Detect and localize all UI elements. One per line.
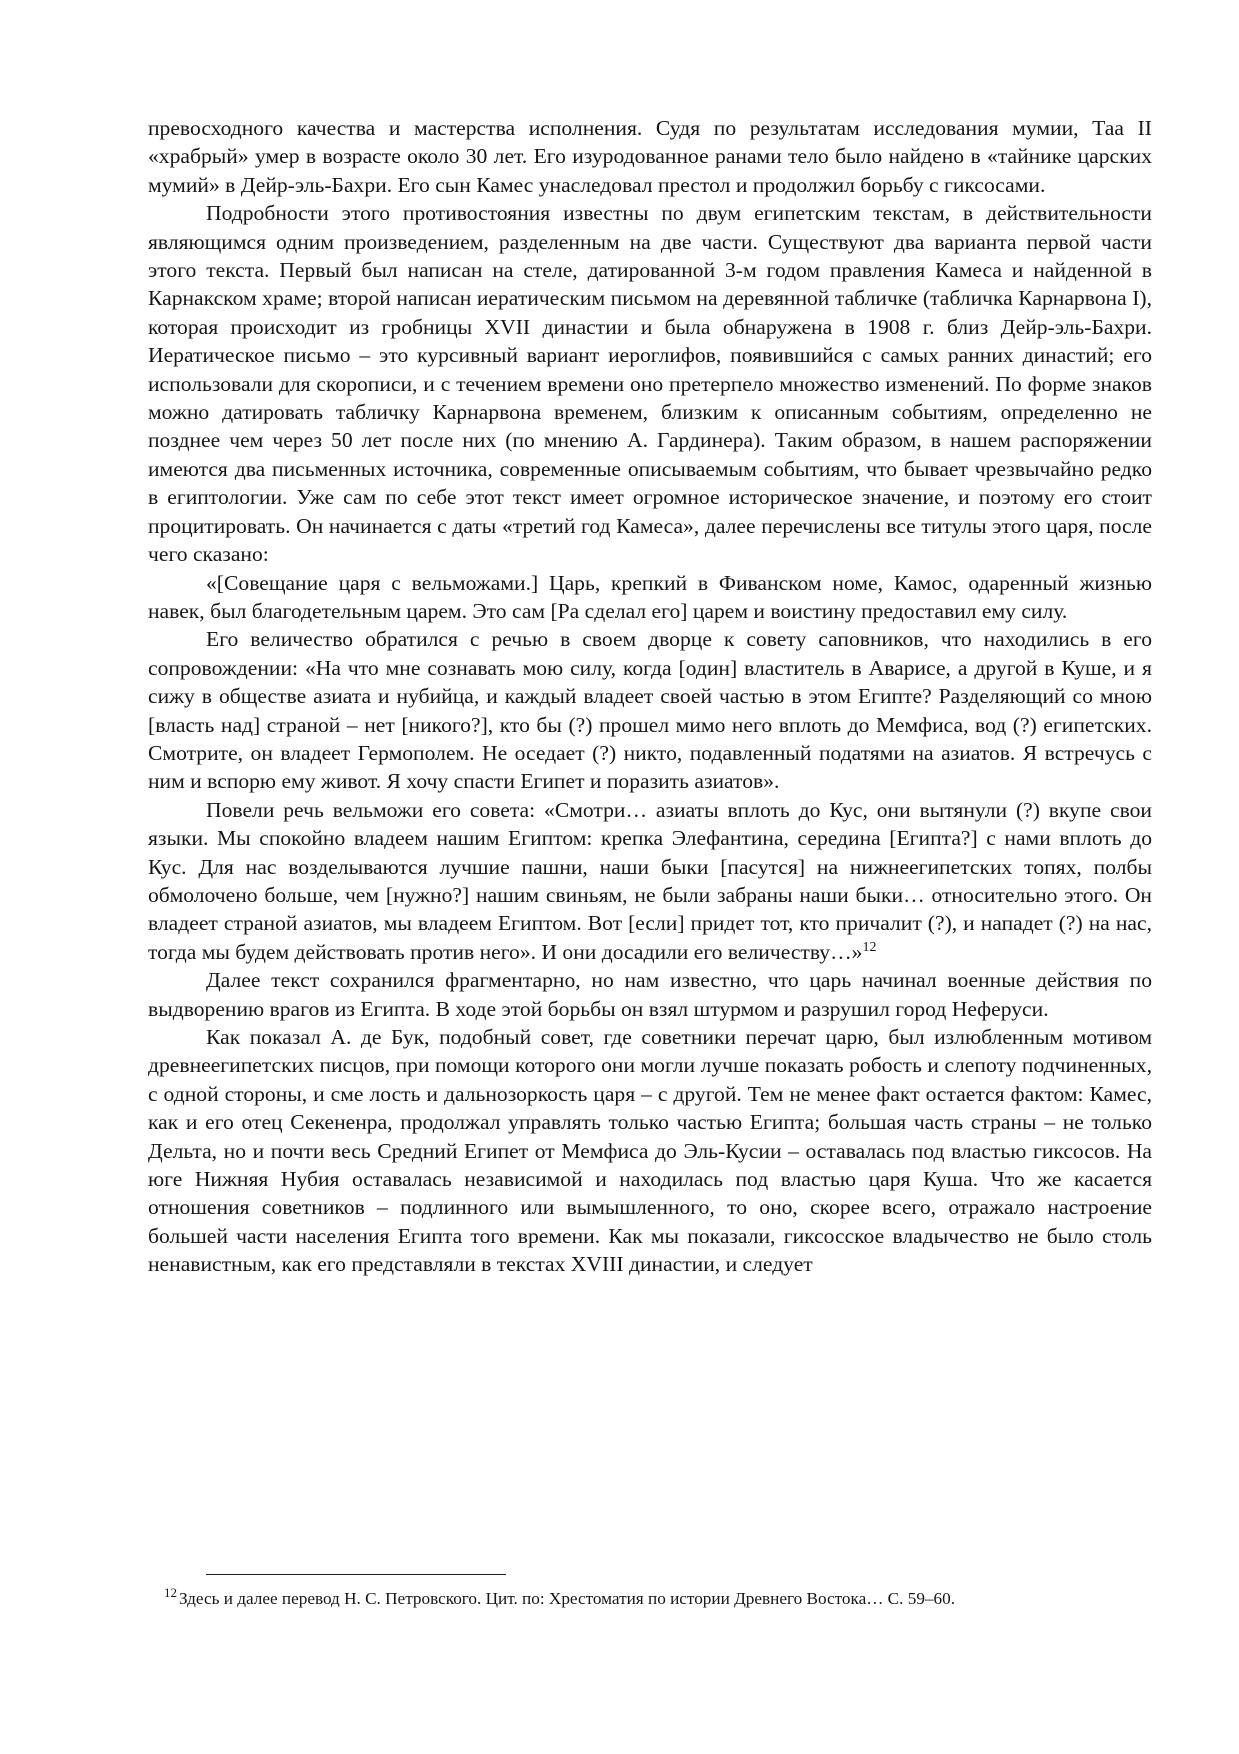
paragraph: Его величество обратился с речью в своем дворце к совету саповников, что находились в его сопровождении: «На что мне сознавать мою силу, когда [один] властитель в Аварисе, а другой в Куше, и я сижу в обществе азиата и нубийца, и каждый владеет своей частью в этом Египте? Разделяющий со мною [власть над] страной – нет [никого?], кто бы (?) прошел мимо него вплоть до Мемфиса, вод (?) египетских. Смотрите, он владеет Гермополем. Не оседает (?) никто, подавленный податями на азиатов. Я встречусь с ним и вспорю ему живот. Я хочу спасти Египет и поразить азиатов».	[148, 627, 1152, 794]
footnote-reference[interactable]: 12	[862, 939, 877, 955]
footnote	[164, 1585, 1144, 1610]
page-body	[148, 114, 1152, 1279]
paragraph: Далее текст сохранился фрагментарно, но нам известно, что царь начинал военные действия по выдворению врагов из Египта. В ходе этой борьбы он взял штурмом и разрушил город Неферуси.	[148, 968, 1152, 1021]
footnote-text: Здесь и далее перевод Н. С. Петровского. Цит. по: Хрестоматия по истории Древнего Востока… С. 59–60.	[179, 1589, 956, 1608]
paragraph: «[Совещание царя с вельможами.] Царь, крепкий в Фиванском номе, Камос, одаренный жизнью навек, был благодетельным царем. Это сам [Ра сделал его] царем и воистину предоставил ему силу.	[148, 570, 1152, 623]
footnote-number: 12	[164, 1585, 177, 1601]
paragraph: превосходного качества и мастерства исполнения. Судя по результатам исследования мумии, Таа II «храбрый» умер в возрасте около 30 лет. Его изуродованное ранами тело было найдено в «тайнике царских мумий» в Дейр-эль-Бахри. Его сын Камес унаследовал престол и продолжил борьбу с гиксосами.	[148, 116, 1152, 197]
footnote-divider	[206, 1574, 506, 1575]
paragraph-text: Повели речь вельможи его совета: «Смотри… азиаты вплоть до Кус, они вытянули (?) вкупе свои языки. Мы спокойно владеем нашим Египтом: крепка Элефантина, середина [Египта?] с нами вплоть до Кус. Для нас возделываются лучшие пашни, наши быки [пасутся] на нижнеегипетских топях, полбы обмолочено больше, чем [нужно?] нашим свиньям, не были забраны наши быки… относительно этого. Он владеет страной азиатов, мы владеем Египтом. Вот [если] придет тот, кто причалит (?), и нападет (?) на нас, тогда мы будем действовать против него». И они досадили его величеству…»	[148, 797, 1152, 964]
paragraph: Подробности этого противостояния известны по двум египетским текстам, в действительности являющимся одним произведением, разделенным на две части. Существуют два варианта первой части этого текста. Первый был написан на стеле, датированной 3-м годом правления Камеса и найденной в Карнакском храме; второй написан иератическим письмом на деревянной табличке (табличка Карнарвона I), которая происходит из гробницы XVII династии и была обнаружена в 1908 г. близ Дейр-эль-Бахри. Иератическое письмо – это курсивный вариант иероглифов, появившийся с самых ранних династий; его использовали для скорописи, и с течением времени оно претерпело множество изменений. По форме знаков можно датировать табличку Карнарвона временем, близким к описанным событиям, определенно не позднее чем через 50 лет после них (по мнению А. Гардинера). Таким образом, в нашем распоряжении имеются два письменных источника, современные описываемым событиям, что бывает чрезвычайно редко в египтологии. Уже сам по себе этот текст имеет огромное историческое значение, и поэтому его стоит процитировать. Он начинается с даты «третий год Камеса», далее перечислены все титулы этого царя, после чего сказано:	[148, 201, 1152, 567]
body-text	[148, 114, 1152, 1279]
paragraph: Как показал А. де Бук, подобный совет, где советники перечат царю, был излюбленным мотивом древнеегипетских писцов, при помощи которого они могли лучше показать робость и слепоту подчиненных, с одной стороны, и сме лость и дальнозоркость царя – с другой. Тем не менее факт остается фактом: Камес, как и его отец Секененра, продолжал управлять только частью Египта; большая часть страны – не только Дельта, но и почти весь Средний Египет от Мемфиса до Эль-Кусии – оставалась под властью гиксосов. На юге Нижняя Нубия оставалась независимой и находилась под властью царя Куша. Что же касается отношения советников – подлинного или вымышленного, то оно, скорее всего, отражало настроение большей части населения Египта того времени. Как мы показали, гиксосское владычество не было столь ненавистным, как его представляли в текстах XVIII династии, и следует	[148, 1025, 1152, 1277]
paragraph-with-footnote	[148, 796, 1152, 966]
